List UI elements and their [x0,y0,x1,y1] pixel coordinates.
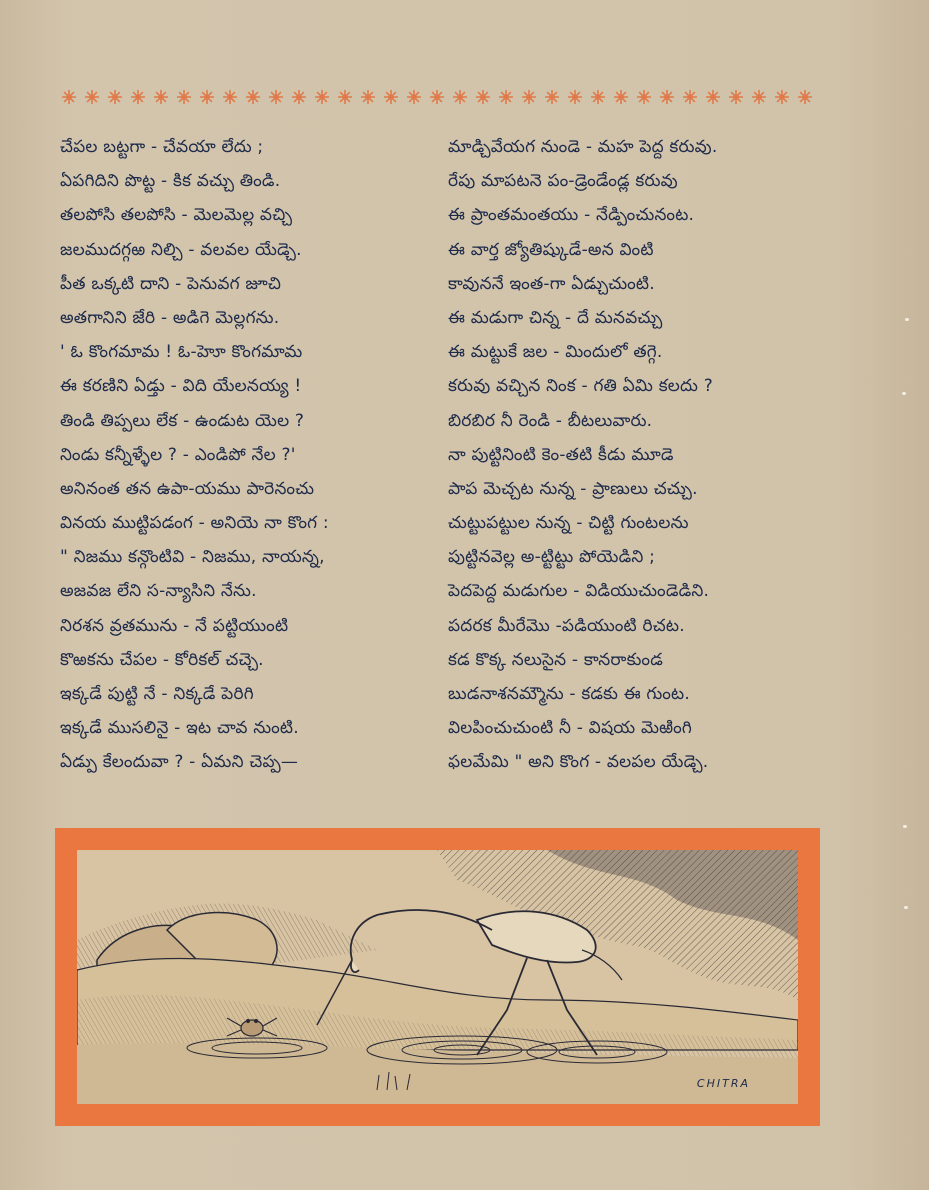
ornament-dot [159,95,163,99]
ornament-dot [251,95,255,99]
poem-line: పీత ఒక్కటి దాని - పెనువగ జూచి [60,273,282,294]
ornament-dot [67,95,71,99]
poem-line: నిండు కన్నీళ్ళేల ? - ఎండిపో నేల ?' [60,444,296,465]
poem-line: రేపు మాపటనె పం-డ్రెండేండ్ల కరువు [448,171,678,192]
poem-line: అజవజ లేని స-న్యాసిని నేను. [60,581,257,602]
poem-line: ఈ ప్రాంతమంతయు - నేడ్పించునంట. [448,205,695,226]
poem-line: పెదపెద్ద మడుగుల - విడియుచుండెడిని. [448,581,710,602]
poem-left-column [60,130,420,780]
poem-line: జలముదగ్గఱ నిల్చి - వలవల యేడ్చె. [60,239,302,260]
poem-line: నిరశన వ్రతమును - నే పట్టియుంటి [60,615,289,636]
poem-line: పదరక మీరేమొ -పడియుంటి రిచట. [448,615,685,636]
poem-line: కరువు వచ్చిన నింక - గతి ఏమి కలదు ? [448,376,713,397]
poem-line: ఏపగిదిని పొట్ట - కిక వచ్చు తిండి. [60,171,281,192]
poem-line: బుడనాశనమ్మౌను - కడకు ఈ గుంట. [448,684,690,704]
ornament-dot [435,95,439,99]
ornament-dot [458,95,462,99]
ornament-dot [228,95,232,99]
star-flower-border-icon [58,88,816,106]
poem-line: కొఱకను చేపల - కోరికల్ చచ్చె. [60,649,264,670]
ornament-dot [734,95,738,99]
poem-line: బిరబిర నీ రెండి - బీటలువారు. [448,410,653,431]
ornament-dot [182,95,186,99]
ornament-dot [389,95,393,99]
ornament-dot [274,95,278,99]
ornament-dot [596,95,600,99]
poem-line: ఇక్కడే పుట్టి నే - నిక్కడే పెరిగి [60,684,254,704]
poem-line: ఈ మట్టుకే జల - మిందులో తగ్గె. [448,342,663,363]
ornament-dot [297,95,301,99]
poem-line: విలపించుచుంటి నీ - విషయ మెఱింగి [448,718,693,739]
paper-speck [905,318,909,321]
ornament-dot [527,95,531,99]
poem-line: పుట్టినవెల్ల అ-ట్టిట్టు పోయెడిని ; [448,547,656,568]
ornament-dot [412,95,416,99]
poem-line: అనినంత తన ఉపా-యము పారెనంచు [60,478,315,499]
poem-line: తిండి తిప్పలు లేక - ఉండుట యెల ? [60,410,305,431]
ornament-dot [205,95,209,99]
ornament-dot [481,95,485,99]
poem-line: తలపోసి తలపోసి - మెలమెల్ల వచ్చి [60,205,293,226]
poem-line: వినయ ముట్టిపడంగ - అనియె నా కొంగ : [60,513,329,534]
ornament-dot [711,95,715,99]
poem-line: " నిజము కన్గొంటివి - నిజము, నాయన్న, [60,547,325,568]
ornament-dot [665,95,669,99]
paper-speck [903,825,907,828]
paper-speck [904,906,908,909]
ornament-dot [136,95,140,99]
ornament-dot [366,95,370,99]
illustration-frame [55,828,820,1126]
ornament-dot [573,95,577,99]
paper-speck [902,392,906,395]
poem-line: మాడ్చివేయగ నుండె - మహ పెద్ద కరువు. [448,137,718,157]
poem-line: చేపల బట్టగా - చేవయా లేదు ; [60,137,264,157]
poem-line: కడ కొక్క నలుసైన - కానరాకుండ [448,649,663,670]
poem-right-column [448,130,828,780]
ornament-dot [642,95,646,99]
poem-line: నా పుట్టినింటి కెం-తటి కీడు మూడె [448,444,674,465]
poem-line: పాప మెచ్చట నున్న - ప్రాణులు చచ్చు. [448,478,698,499]
poem-line: ' ఓ కొంగమామ ! ఓ-హెూ కొంగమామ [60,342,303,363]
ornament-dot [780,95,784,99]
poem-line: చుట్టుపట్టుల నున్న - చిట్టి గుంటలను [448,513,689,534]
ornament-dot [803,95,807,99]
poem-line: ఇక్కడే ముసలినై - ఇట చావ నుంటి. [60,718,299,739]
ornament-border [58,88,816,106]
poem-line: ఈ మడుగా చిన్న - దే మనవచ్చు [448,307,663,328]
ornament-dot [90,95,94,99]
ornament-dot [619,95,623,99]
poem-line: ఫలమేమి " అని కొంగ - వలపల యేడ్చె. [448,752,709,773]
artist-signature: CHITRA [696,1077,750,1090]
poem-line: ఏడ్పు కేలందువా ? - ఏమని చెప్ప— [60,752,299,773]
crane-illustration [77,850,798,1104]
ornament-dot [320,95,324,99]
ornament-dot [688,95,692,99]
poem-line: కావుననే ఇంత-గా ఏడ్చుచుంటి. [448,273,655,294]
ornament-dot [113,95,117,99]
poem-line: ఈ వార్త జ్యోతిష్కుడే-అన వింటి [448,239,654,260]
crane-pond-drawing [77,850,798,1104]
ornament-dot [504,95,508,99]
ornament-dot [343,95,347,99]
ornament-dot [550,95,554,99]
ornament-dot [757,95,761,99]
poem-line: ఈ కరణిని ఏడ్తు - విది యేలనయ్య ! [60,376,302,397]
poem-line: అతగానిని జేరి - అడిగె మెల్లగను. [60,307,280,328]
